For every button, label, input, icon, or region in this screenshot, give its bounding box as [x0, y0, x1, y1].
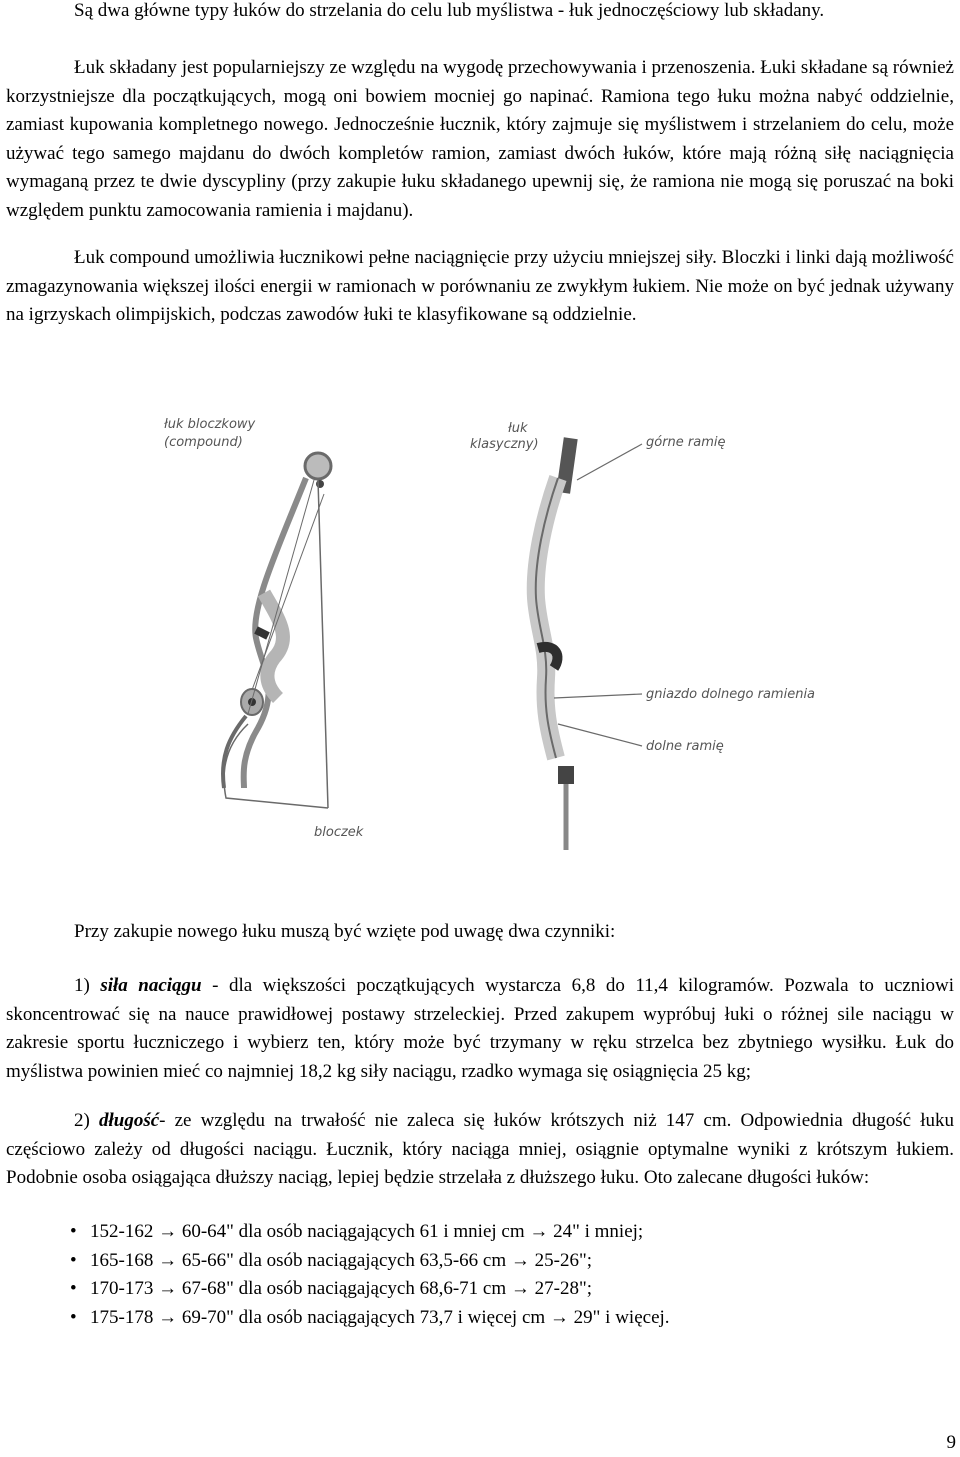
factor-1-number: 1)	[74, 975, 90, 996]
label-classic-2: klasyczny)	[470, 437, 539, 452]
label-lower-limb: dolne ramię	[646, 739, 724, 754]
list-item: • 152-162 → 60-64" dla osób naciągających 61 i mniej cm → 24" i mniej;	[70, 1218, 670, 1247]
label-pulley: bloczek	[314, 825, 364, 840]
bow-illustration	[128, 398, 840, 856]
label-compound-2: (compound)	[164, 435, 243, 450]
factors-heading-text: Przy zakupie nowego łuku muszą być wzięte pod uwagę dwa czynniki:	[74, 921, 616, 942]
bow-drawing	[128, 398, 840, 856]
factor-2-number: 2)	[74, 1110, 90, 1131]
factor-1-text: - dla większości początkujących wystarcza 6,8 do 11,4 kilogramów. Pozwala to uczniowi skoncentrować się na nauce prawidłowej postawy strzeleckiej. Przed zakupem wypróbuj łuki o różnej sile naciągu w zakresie sportu łuczniczego i wybierz ten, który może być trzymany w ręku strzelca bez zbytniego wysiłku. Łuk do myślistwa powinien mieć co najmniej 18,2 kg siły naciągu, rzadko wymaga się osiągnięcia 25 kg;	[6, 975, 954, 1082]
factor-1-paragraph	[6, 972, 954, 1086]
intro-text-2b: Jednocześnie łucznik, który zajmuje się myślistwem i strzelaniem do celu, może używać tego samego majdanu do dwóch kompletów ramion, zamiast dwóch łuków, które mają różną siłę naciągnięcia wymaganą przez te dwie dyscypliny (przy zakupie łuku składanego upewnij się, że ramiona nie mogą się poruszać na boki względem punktu zamocowania ramienia i majdanu).	[6, 114, 955, 221]
compound-bow	[223, 453, 331, 808]
factors-heading	[6, 918, 954, 947]
factor-2-text: - ze względu na trwałość nie zaleca się łuków krótszych niż 147 cm. Odpowiednia długość łuku częściowo zależy od długości naciągu. Łucznik, który naciąga mniej, osiągnie optymalne wyniki z krótszym łukiem. Podobnie osoba osiągająca dłuższy naciąg, lepiej będzie strzelała z dłuższego łuku. Oto zalecane długości łuków:	[6, 1110, 955, 1188]
recurve-bow	[536, 437, 642, 850]
intro-text-2a: Łuk składany jest popularniejszy ze względu na wygodę przechowywania i przenoszenia. Łuki składane są również korzystniejsze dla początkujących, mogą oni bowiem mocniej go napinać. Ramiona tego łuku można nabyć oddzielnie, zamiast kupowania kompletnego nowego.	[6, 57, 954, 135]
page-number: 9	[946, 1432, 956, 1453]
factor-2-paragraph	[6, 1107, 954, 1193]
factor-2-term: długość	[98, 1110, 160, 1131]
label-compound-1: łuk bloczkowy	[164, 417, 256, 432]
list-item: • 170-173 → 67-68" dla osób naciągających 68,6-71 cm → 27-28";	[70, 1275, 670, 1304]
intro-paragraph-2	[6, 54, 954, 225]
label-upper-limb: górne ramię	[646, 435, 726, 450]
list-item: • 165-168 → 65-66" dla osób naciągających 63,5-66 cm → 25-26";	[70, 1247, 670, 1276]
intro-text-1: Są dwa główne typy łuków do strzelania do celu lub myślistwa - łuk jednoczęściowy lub składany.	[74, 0, 825, 21]
intro-text-3: Łuk compound umożliwia łucznikowi pełne naciągnięcie przy użyciu mniejszej siły. Bloczki i linki dają możliwość zmagazynowania większej ilości energii w ramionach w porównaniu ze zwykłym łukiem. Nie może on być jednak używany na igrzyskach olimpijskich, podczas zawodów łuki te klasyfikowane są oddzielnie.	[6, 247, 954, 325]
intro-paragraph-1	[6, 0, 954, 26]
list-item: • 175-178 → 69-70" dla osób naciągających 73,7 i więcej cm → 29" i więcej.	[70, 1304, 670, 1333]
intro-paragraph-3	[6, 244, 954, 330]
label-classic-1: łuk	[508, 421, 528, 436]
bow-length-list	[70, 1218, 670, 1332]
label-socket: gniazdo dolnego ramienia	[646, 687, 816, 702]
factor-1-term: siła naciągu	[100, 975, 202, 996]
